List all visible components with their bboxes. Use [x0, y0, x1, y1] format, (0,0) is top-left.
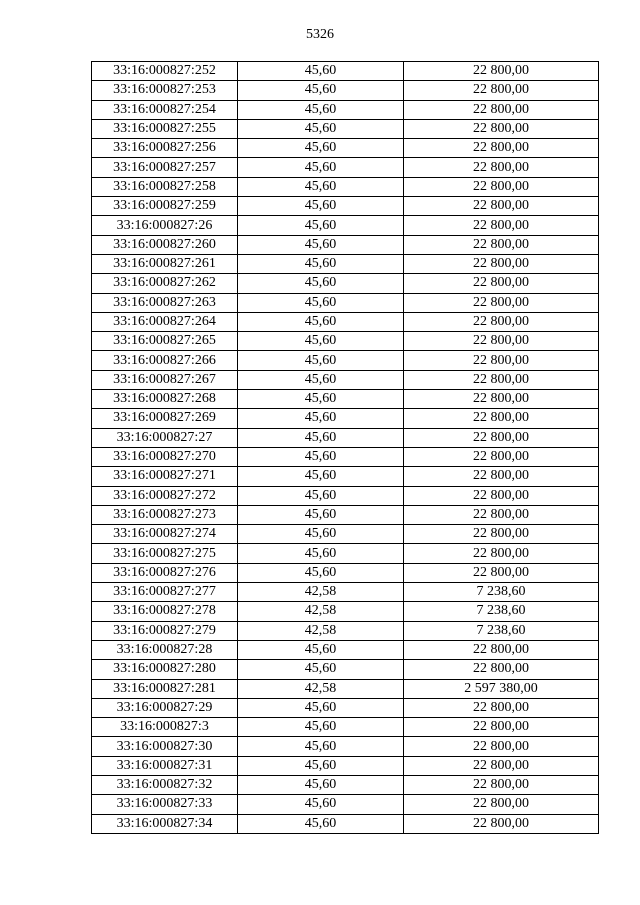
table-row [92, 274, 599, 293]
cadastral-number-cell: 33:16:000827:34 [92, 814, 238, 833]
value-cell: 22 800,00 [404, 100, 599, 119]
area-cell: 45,60 [238, 81, 404, 100]
area-cell: 45,60 [238, 486, 404, 505]
value-cell: 22 800,00 [404, 814, 599, 833]
value-cell: 22 800,00 [404, 428, 599, 447]
cadastral-number-cell: 33:16:000827:253 [92, 81, 238, 100]
table-row [92, 62, 599, 81]
table-row [92, 795, 599, 814]
value-cell: 22 800,00 [404, 197, 599, 216]
value-cell: 22 800,00 [404, 158, 599, 177]
cadastral-number-cell: 33:16:000827:266 [92, 351, 238, 370]
area-cell: 45,60 [238, 293, 404, 312]
value-cell: 22 800,00 [404, 409, 599, 428]
cadastral-number-cell: 33:16:000827:272 [92, 486, 238, 505]
cadastral-number-cell: 33:16:000827:260 [92, 235, 238, 254]
value-cell: 22 800,00 [404, 737, 599, 756]
table-row [92, 235, 599, 254]
value-cell: 22 800,00 [404, 274, 599, 293]
table-row [92, 679, 599, 698]
cadastral-number-cell: 33:16:000827:255 [92, 119, 238, 138]
area-cell: 45,60 [238, 235, 404, 254]
area-cell: 45,60 [238, 660, 404, 679]
area-cell: 45,60 [238, 351, 404, 370]
table-row [92, 139, 599, 158]
cadastral-number-cell: 33:16:000827:252 [92, 62, 238, 81]
table-row [92, 81, 599, 100]
table-row [92, 158, 599, 177]
value-cell: 22 800,00 [404, 756, 599, 775]
table-row [92, 486, 599, 505]
area-cell: 45,60 [238, 698, 404, 717]
cadastral-number-cell: 33:16:000827:257 [92, 158, 238, 177]
area-cell: 45,60 [238, 390, 404, 409]
table-row [92, 563, 599, 582]
value-cell: 22 800,00 [404, 640, 599, 659]
value-cell: 7 238,60 [404, 583, 599, 602]
value-cell: 22 800,00 [404, 698, 599, 717]
area-cell: 45,60 [238, 254, 404, 273]
value-cell: 22 800,00 [404, 254, 599, 273]
table-row [92, 293, 599, 312]
cadastral-number-cell: 33:16:000827:268 [92, 390, 238, 409]
table-row [92, 119, 599, 138]
area-cell: 42,58 [238, 679, 404, 698]
cadastral-number-cell: 33:16:000827:32 [92, 775, 238, 794]
area-cell: 45,60 [238, 428, 404, 447]
cadastre-table-body [92, 62, 599, 834]
cadastral-number-cell: 33:16:000827:254 [92, 100, 238, 119]
value-cell: 22 800,00 [404, 293, 599, 312]
cadastral-number-cell: 33:16:000827:275 [92, 544, 238, 563]
cadastral-number-cell: 33:16:000827:281 [92, 679, 238, 698]
cadastral-number-cell: 33:16:000827:276 [92, 563, 238, 582]
table-row [92, 312, 599, 331]
area-cell: 45,60 [238, 756, 404, 775]
value-cell: 22 800,00 [404, 795, 599, 814]
page-number: 5326 [306, 27, 334, 42]
table-row [92, 814, 599, 833]
area-cell: 42,58 [238, 602, 404, 621]
cadastral-number-cell: 33:16:000827:259 [92, 197, 238, 216]
area-cell: 45,60 [238, 718, 404, 737]
area-cell: 45,60 [238, 563, 404, 582]
cadastral-number-cell: 33:16:000827:26 [92, 216, 238, 235]
value-cell: 22 800,00 [404, 177, 599, 196]
table-row [92, 100, 599, 119]
area-cell: 45,60 [238, 216, 404, 235]
area-cell: 45,60 [238, 62, 404, 81]
table-row [92, 177, 599, 196]
value-cell: 22 800,00 [404, 216, 599, 235]
table-row [92, 602, 599, 621]
cadastre-table [91, 61, 599, 834]
cadastral-number-cell: 33:16:000827:29 [92, 698, 238, 717]
area-cell: 45,60 [238, 312, 404, 331]
table-row [92, 197, 599, 216]
value-cell: 22 800,00 [404, 505, 599, 524]
area-cell: 45,60 [238, 158, 404, 177]
area-cell: 45,60 [238, 197, 404, 216]
area-cell: 45,60 [238, 640, 404, 659]
table-row [92, 409, 599, 428]
table-row [92, 756, 599, 775]
area-cell: 45,60 [238, 814, 404, 833]
table-row [92, 583, 599, 602]
cadastral-number-cell: 33:16:000827:280 [92, 660, 238, 679]
area-cell: 45,60 [238, 119, 404, 138]
value-cell: 22 800,00 [404, 332, 599, 351]
table-row [92, 351, 599, 370]
area-cell: 45,60 [238, 447, 404, 466]
area-cell: 45,60 [238, 467, 404, 486]
area-cell: 45,60 [238, 505, 404, 524]
table-row [92, 621, 599, 640]
cadastral-number-cell: 33:16:000827:261 [92, 254, 238, 273]
value-cell: 22 800,00 [404, 563, 599, 582]
value-cell: 22 800,00 [404, 486, 599, 505]
table-row [92, 737, 599, 756]
value-cell: 22 800,00 [404, 525, 599, 544]
cadastral-number-cell: 33:16:000827:269 [92, 409, 238, 428]
cadastral-number-cell: 33:16:000827:28 [92, 640, 238, 659]
table-row [92, 390, 599, 409]
table-row [92, 640, 599, 659]
value-cell: 22 800,00 [404, 447, 599, 466]
table-row [92, 216, 599, 235]
area-cell: 45,60 [238, 795, 404, 814]
area-cell: 45,60 [238, 100, 404, 119]
cadastral-number-cell: 33:16:000827:3 [92, 718, 238, 737]
value-cell: 22 800,00 [404, 351, 599, 370]
value-cell: 22 800,00 [404, 139, 599, 158]
table-row [92, 370, 599, 389]
value-cell: 22 800,00 [404, 775, 599, 794]
value-cell: 22 800,00 [404, 660, 599, 679]
area-cell: 45,60 [238, 274, 404, 293]
cadastral-number-cell: 33:16:000827:273 [92, 505, 238, 524]
table-row [92, 718, 599, 737]
cadastral-number-cell: 33:16:000827:30 [92, 737, 238, 756]
area-cell: 45,60 [238, 409, 404, 428]
value-cell: 22 800,00 [404, 119, 599, 138]
cadastral-number-cell: 33:16:000827:256 [92, 139, 238, 158]
area-cell: 42,58 [238, 621, 404, 640]
area-cell: 45,60 [238, 544, 404, 563]
cadastral-number-cell: 33:16:000827:271 [92, 467, 238, 486]
cadastral-number-cell: 33:16:000827:277 [92, 583, 238, 602]
area-cell: 45,60 [238, 139, 404, 158]
cadastral-number-cell: 33:16:000827:278 [92, 602, 238, 621]
value-cell: 22 800,00 [404, 81, 599, 100]
cadastral-number-cell: 33:16:000827:267 [92, 370, 238, 389]
value-cell: 2 597 380,00 [404, 679, 599, 698]
table-row [92, 505, 599, 524]
area-cell: 45,60 [238, 370, 404, 389]
table-row [92, 775, 599, 794]
value-cell: 22 800,00 [404, 467, 599, 486]
table-row [92, 698, 599, 717]
table-row [92, 544, 599, 563]
table-row [92, 525, 599, 544]
area-cell: 45,60 [238, 737, 404, 756]
value-cell: 22 800,00 [404, 312, 599, 331]
table-row [92, 447, 599, 466]
value-cell: 22 800,00 [404, 235, 599, 254]
table-row [92, 254, 599, 273]
cadastral-number-cell: 33:16:000827:31 [92, 756, 238, 775]
cadastral-number-cell: 33:16:000827:264 [92, 312, 238, 331]
table-row [92, 428, 599, 447]
value-cell: 22 800,00 [404, 62, 599, 81]
cadastral-number-cell: 33:16:000827:33 [92, 795, 238, 814]
area-cell: 42,58 [238, 583, 404, 602]
value-cell: 22 800,00 [404, 544, 599, 563]
cadastral-number-cell: 33:16:000827:263 [92, 293, 238, 312]
area-cell: 45,60 [238, 332, 404, 351]
table-row [92, 467, 599, 486]
value-cell: 7 238,60 [404, 602, 599, 621]
value-cell: 22 800,00 [404, 718, 599, 737]
area-cell: 45,60 [238, 525, 404, 544]
area-cell: 45,60 [238, 177, 404, 196]
cadastral-number-cell: 33:16:000827:262 [92, 274, 238, 293]
table-row [92, 332, 599, 351]
value-cell: 22 800,00 [404, 370, 599, 389]
table-row [92, 660, 599, 679]
area-cell: 45,60 [238, 775, 404, 794]
cadastral-number-cell: 33:16:000827:279 [92, 621, 238, 640]
value-cell: 22 800,00 [404, 390, 599, 409]
cadastral-number-cell: 33:16:000827:270 [92, 447, 238, 466]
value-cell: 7 238,60 [404, 621, 599, 640]
cadastral-number-cell: 33:16:000827:265 [92, 332, 238, 351]
cadastral-number-cell: 33:16:000827:27 [92, 428, 238, 447]
cadastral-number-cell: 33:16:000827:258 [92, 177, 238, 196]
cadastral-number-cell: 33:16:000827:274 [92, 525, 238, 544]
